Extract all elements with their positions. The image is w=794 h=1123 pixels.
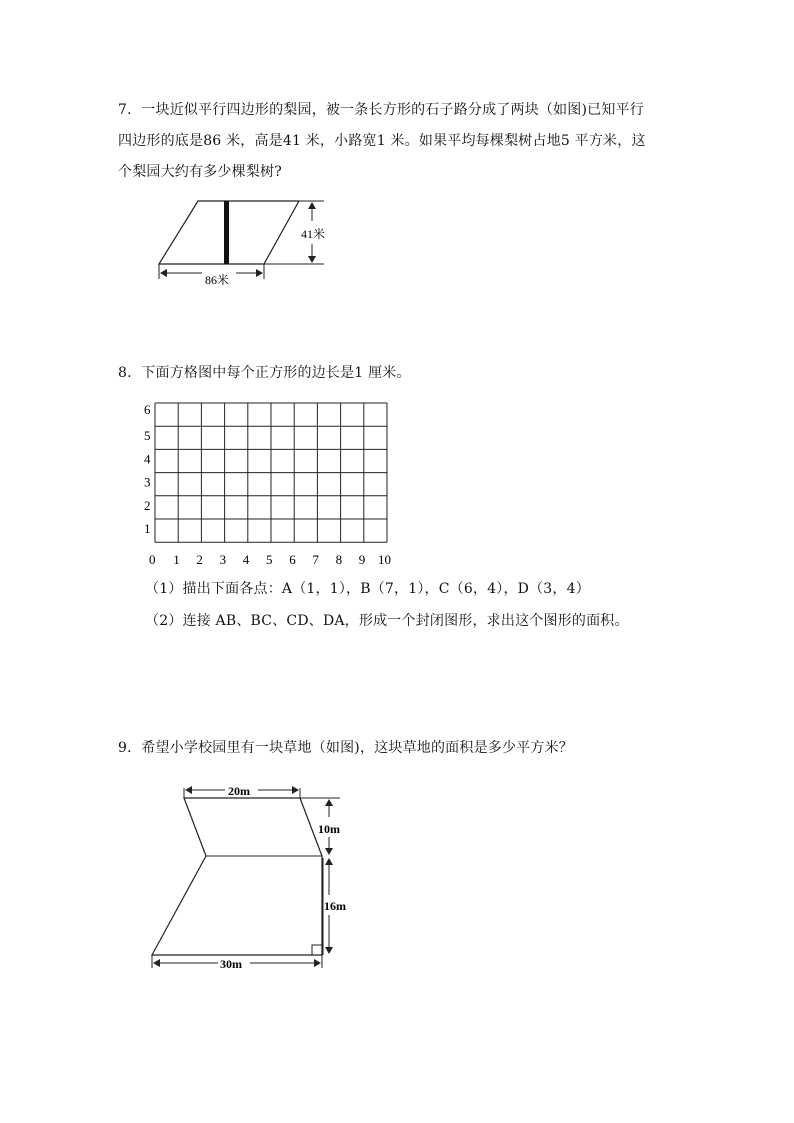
- x-axis-tick-label: 8: [335, 552, 343, 568]
- x-axis-tick-label: 10: [378, 552, 391, 568]
- y-axis-labels: [144, 402, 151, 536]
- x-axis-labels: [149, 552, 391, 567]
- height-arrowhead-up: [308, 202, 316, 209]
- x-axis-tick-label: 7: [312, 552, 319, 568]
- q9-lawn-figure: [140, 775, 360, 980]
- x-axis-tick-label: 9: [358, 552, 366, 568]
- base-arrowhead-left: [160, 269, 167, 277]
- top-dim-arrowhead-left: [185, 786, 192, 794]
- bottom-dim-arrowhead-right: [314, 959, 321, 967]
- q7-text-line-3: 个梨园大约有多少棵梨树?: [118, 164, 282, 180]
- q8-sub-question-2: （2）连接 AB、BC、CD、DA，形成一个封闭图形，求出这个图形的面积。: [145, 613, 629, 629]
- base-label: 86米: [205, 273, 230, 287]
- h1-arrowhead-down: [325, 848, 333, 855]
- bottom-width-label: 30m: [220, 957, 242, 971]
- upper-height-label: 10m: [318, 822, 340, 836]
- bottom-dim-arrowhead-left: [153, 959, 160, 967]
- y-axis-tick-label: 6: [144, 402, 151, 417]
- q7-text-line-2: 四边形的底是86 米，高是41 米，小路宽1 米。如果平均每棵梨树占地5 平方米，这: [118, 133, 646, 149]
- q7-text-line-1: 7．一块近似平行四边形的梨园，被一条长方形的石子路分成了两块（如图)已知平行: [118, 102, 644, 118]
- top-dim-arrowhead-right: [292, 786, 299, 794]
- height-label: 41米: [301, 227, 326, 241]
- q7-parallelogram-figure: [150, 195, 350, 295]
- x-axis-tick-label: 5: [266, 552, 273, 568]
- h2-arrowhead-up: [325, 858, 333, 865]
- y-axis-tick-label: 5: [144, 428, 151, 444]
- q9-text-line-1: 9．希望小学校园里有一块草地（如图)，这块草地的面积是多少平方米？: [118, 740, 573, 756]
- q8-sub-question-1: （1）描出下面各点：A（1，1），B（7，1），C（6，4），D（3，4）: [145, 581, 590, 597]
- h1-arrowhead-up: [325, 799, 333, 806]
- height-arrowhead-down: [308, 256, 316, 263]
- x-axis-tick-label: 4: [242, 552, 250, 568]
- y-axis-tick-label: 2: [144, 497, 151, 513]
- right-angle-marker: [312, 945, 322, 955]
- q8-grid-figure: [140, 395, 400, 570]
- x-axis-tick-label: 0: [149, 552, 156, 568]
- x-axis-tick-label: 2: [196, 552, 203, 568]
- x-axis-tick-label: 3: [219, 552, 227, 568]
- y-axis-tick-label: 3: [144, 474, 151, 490]
- q8-text-line-1: 8．下面方格图中每个正方形的边长是1 厘米。: [118, 365, 411, 381]
- square-grid: [155, 403, 387, 542]
- base-arrowhead-right: [256, 269, 263, 277]
- top-width-label: 20m: [228, 784, 250, 798]
- y-axis-tick-label: 4: [144, 451, 151, 467]
- x-axis-tick-label: 6: [289, 552, 296, 568]
- y-axis-tick-label: 1: [144, 521, 151, 536]
- lower-height-label: 16m: [324, 899, 346, 913]
- h2-arrowhead-down: [325, 947, 333, 954]
- gravel-path: [224, 201, 229, 264]
- lawn-shape: [152, 798, 322, 955]
- x-axis-tick-label: 1: [173, 552, 180, 568]
